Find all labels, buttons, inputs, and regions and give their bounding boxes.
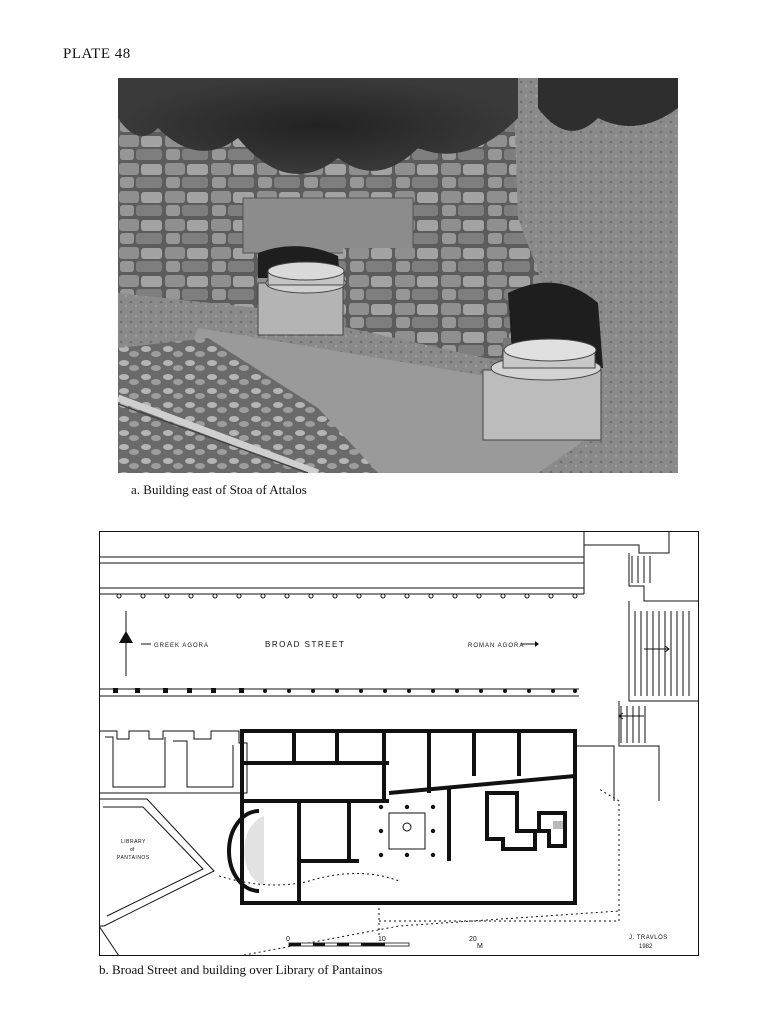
credit-year: 1982 [639,944,653,950]
north-arrow-icon [119,611,133,676]
label-library-2: of [130,847,135,853]
late-building-walls [242,731,575,903]
north-colonnade [117,594,577,598]
scale-bar [289,943,409,946]
figure-b-caption: b. Broad Street and building over Library of Pantainos [99,962,383,977]
scale-label-20: 20 [469,936,477,943]
scale-unit: M [477,943,483,950]
label-library-3: PANTAINOS [117,855,150,861]
site-plan [99,531,699,956]
east-stairs [584,531,699,801]
excavation-photo [118,78,678,473]
plate-title: PLATE 48 [63,46,131,62]
scale-label-0: 0 [286,936,290,943]
scale-label-10: 10 [378,936,386,943]
label-broad-street: BROAD STREET [265,640,346,649]
label-roman-agora: ROMAN AGORA [468,643,525,649]
credit-name: J. TRAVLOS [629,935,668,941]
figure-a-caption: a. Building east of Stoa of Attalos [131,482,307,497]
label-greek-agora: GREEK AGORA [154,643,210,649]
label-library-1: LIBRARY [121,839,146,845]
